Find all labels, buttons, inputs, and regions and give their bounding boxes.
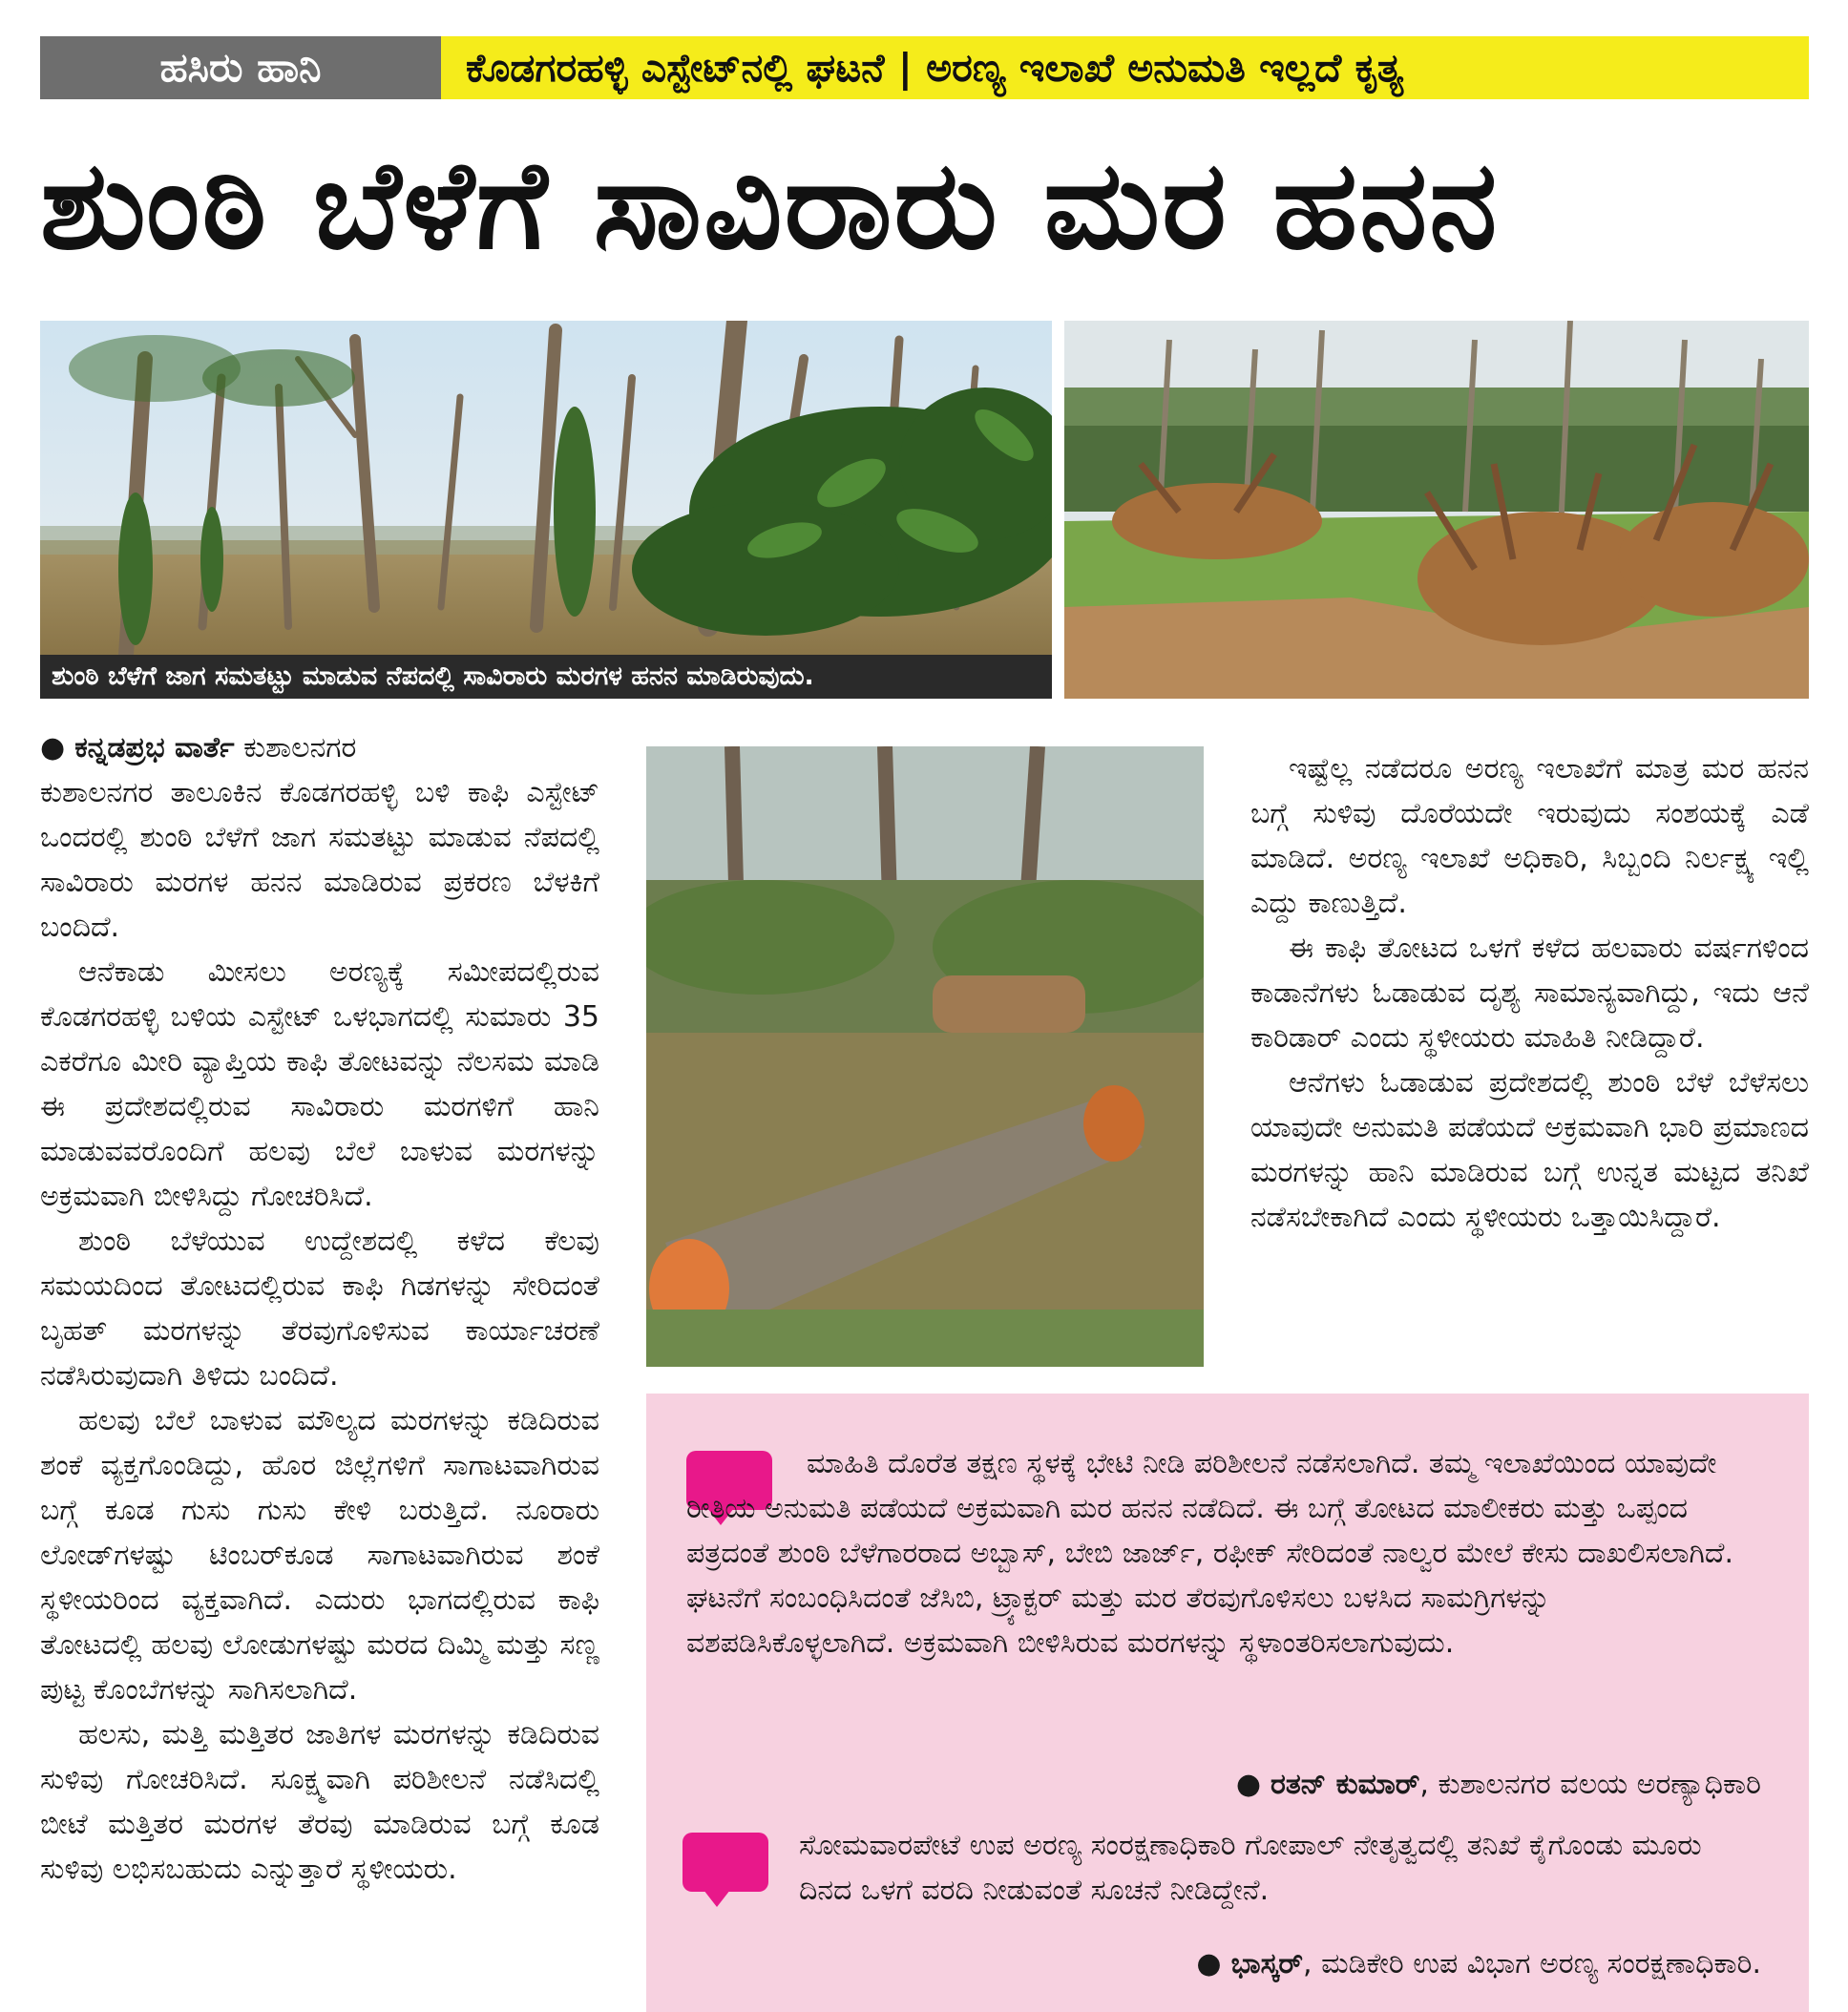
quote-author-role-1: , ಕುಶಾಲನಗರ ವಲಯ ಅರಣ್ಯಾಧಿಕಾರಿ [1419, 1768, 1761, 1801]
quote-text-1: ಮಾಹಿತಿ ದೊರೆತ ತಕ್ಷಣ ಸ್ಥಳಕ್ಕೆ ಭೇಟಿ ನೀಡಿ ಪರಿಶೀಲನೆ ನಡೆಸಲಾಗಿದೆ. ತಮ್ಮ ಇಲಾಖೆಯಿಂದ ಯಾವುದೇ ರೀತಿಯ ಅನುಮತಿ ಪಡೆಯದೆ ಅಕ್ರಮವಾಗಿ ಮರ ಹನನ ನಡೆದಿದೆ. ಈ ಬಗ್ಗೆ ತೋಟದ ಮಾಲೀಕರು ಮತ್ತು ಒಪ್ಪಂದ ಪತ್ರದಂತೆ ಶುಂಠಿ ಬೆಳೆಗಾರರಾದ ಅಬ್ಬಾಸ್, ಬೇಬಿ ಜಾರ್ಜ್, ರಫೀಕ್ ಸೇರಿದಂತೆ ನಾಲ್ವರ ಮೇಲೆ ಕೇಸು ದಾಖಲಿಸಲಾಗಿದೆ. ಘಟನೆಗೆ ಸಂಬಂಧಿಸಿದಂತೆ ಜೆಸಿಬಿ, ಟ್ರ್ಯಾಕ್ಟರ್ ಮತ್ತು ಮರ ತೆರವುಗೊಳಿಸಲು ಬಳಸಿದ ಸಾಮಗ್ರಿಗಳನ್ನು ವಶಪಡಿಸಿಕೊಳ್ಳಲಾಗಿದೆ. ಅಕ್ರಮವಾಗಿ ಬೀಳಿಸಿರುವ ಮರಗಳನ್ನು ಸ್ಥಳಾಂತರಿಸಲಾಗುವುದು. [686, 1447, 1734, 1660]
kicker-bar [40, 36, 1809, 99]
quote-author-role-2: , ಮಡಿಕೇರಿ ಉಪ ವಿಭಾಗ ಅರಣ್ಯ ಸಂರಕ್ಷಣಾಧಿಕಾರಿ. [1303, 1947, 1761, 1981]
quote-author-2: ಭಾಸ್ಕರ್ [1230, 1947, 1304, 1981]
bullet-icon: ● [40, 731, 66, 765]
left-column [40, 725, 599, 2012]
subheadline: ಕೊಡಗರಹಳ್ಳಿ ಎಸ್ಟೇಟ್‌ನಲ್ಲಿ ಘಟನೆ | ಅರಣ್ಯ ಇಲಾಖೆ ಅನುಮತಿ ಇಲ್ಲದೆ ಕೃತ್ಯ [441, 36, 1809, 99]
bullet-icon: ● [1235, 1768, 1262, 1801]
speech-bubble-icon [682, 1833, 768, 1892]
byline-source: ಕನ್ನಡಪ್ರಭ ವಾರ್ತೆ [74, 731, 235, 765]
photo-uprooted-stumps [1064, 321, 1809, 699]
headline: ಶುಂಠಿ ಬೆಳೆಗೆ ಸಾವಿರಾರು ಮರ ಹನನ [40, 135, 1500, 277]
quote-attribution-1 [1236, 1768, 1761, 1801]
quote-attribution-2 [1196, 1947, 1761, 1981]
photo-felled-log [646, 746, 1204, 1367]
paragraph: ಕುಶಾಲನಗರ ತಾಲೂಕಿನ ಕೊಡಗರಹಳ್ಳಿ ಬಳಿ ಕಾಫಿ ಎಸ್ಟೇಟ್ ಒಂದರಲ್ಲಿ ಶುಂಠಿ ಬೆಳೆಗೆ ಜಾಗ ಸಮತಟ್ಟು ಮಾಡುವ ನೆಪದಲ್ಲಿ ಸಾವಿರಾರು ಮರಗಳ ಹನನ ಮಾಡಿರುವ ಪ್ರಕರಣ ಬೆಳಕಿಗೆ ಬಂದಿದೆ. [40, 776, 599, 944]
right-column [1250, 746, 1809, 1376]
paragraph: ಆನೆಕಾಡು ಮೀಸಲು ಅರಣ್ಯಕ್ಕೆ ಸಮೀಪದಲ್ಲಿರುವ ಕೊಡಗರಹಳ್ಳಿ ಬಳಿಯ ಎಸ್ಟೇಟ್ ಒಳಭಾಗದಲ್ಲಿ ಸುಮಾರು 35 ಎಕರೆಗೂ ಮೀರಿ ವ್ಯಾಪ್ತಿಯ ಕಾಫಿ ತೋಟವನ್ನು ನೆಲಸಮ ಮಾಡಿ ಈ ಪ್ರದೇಶದಲ್ಲಿರುವ ಸಾವಿರಾರು ಮರಗಳಿಗೆ ಹಾನಿ ಮಾಡುವವರೊಂದಿಗೆ ಹಲವು ಬೆಲೆ ಬಾಳುವ ಮರಗಳನ್ನು ಅಕ್ರಮವಾಗಿ ಬೀಳಿಸಿದ್ದು ಗೋಚರಿಸಿದೆ. [40, 955, 599, 1213]
paragraph: ಹಲಸು, ಮತ್ತಿ ಮತ್ತಿತರ ಜಾತಿಗಳ ಮರಗಳನ್ನು ಕಡಿದಿರುವ ಸುಳಿವು ಗೋಚರಿಸಿದೆ. ಸೂಕ್ಷ್ಮವಾಗಿ ಪರಿಶೀಲನೆ ನಡೆಸಿದಲ್ಲಿ ಬೀಟೆ ಮತ್ತಿತರ ಮರಗಳ ತೆರವು ಮಾಡಿರುವ ಬಗ್ಗೆ ಕೂಡ ಸುಳಿವು ಲಭಿಸಬಹುದು ಎನ್ನುತ್ತಾರೆ ಸ್ಥಳೀಯರು. [40, 1718, 599, 1886]
photo-caption: ಶುಂಠಿ ಬೆಳೆಗೆ ಜಾಗ ಸಮತಟ್ಟು ಮಾಡುವ ನೆಪದಲ್ಲಿ ಸಾವಿರಾರು ಮರಗಳ ಹನನ ಮಾಡಿರುವುದು. [40, 655, 1052, 699]
bullet-icon: ● [1196, 1947, 1222, 1981]
paragraph: ಇಷ್ಟೆಲ್ಲ ನಡೆದರೂ ಅರಣ್ಯ ಇಲಾಖೆಗೆ ಮಾತ್ರ ಮರ ಹನನ ಬಗ್ಗೆ ಸುಳಿವು ದೊರೆಯದೇ ಇರುವುದು ಸಂಶಯಕ್ಕೆ ಎಡೆ ಮಾಡಿದೆ. ಅರಣ್ಯ ಇಲಾಖೆ ಅಧಿಕಾರಿ, ಸಿಬ್ಬಂದಿ ನಿರ್ಲಕ್ಷ್ಯ ಇಲ್ಲಿ ಎದ್ದು ಕಾಣುತ್ತಿದೆ. [1250, 752, 1809, 920]
quote-author-1: ರತನ್ ಕುಮಾರ್ [1270, 1768, 1420, 1801]
official-quotes-box [646, 1394, 1809, 2012]
byline-place: ಕುಶಾಲನಗರ [243, 731, 357, 765]
paragraph: ಆನೆಗಳು ಓಡಾಡುವ ಪ್ರದೇಶದಲ್ಲಿ ಶುಂಠಿ ಬೆಳೆ ಬೆಳೆಸಲು ಯಾವುದೇ ಅನುಮತಿ ಪಡೆಯದೆ ಅಕ್ರಮವಾಗಿ ಭಾರಿ ಪ್ರಮಾಣದ ಮರಗಳನ್ನು ಹಾನಿ ಮಾಡಿರುವ ಬಗ್ಗೆ ಉನ್ನತ ಮಟ್ಟದ ತನಿಖೆ ನಡೆಸಬೇಕಾಗಿದೆ ಎಂದು ಸ್ಥಳೀಯರು ಒತ್ತಾಯಿಸಿದ್ದಾರೆ. [1250, 1066, 1809, 1234]
paragraph: ಹಲವು ಬೆಲೆ ಬಾಳುವ ಮೌಲ್ಯದ ಮರಗಳನ್ನು ಕಡಿದಿರುವ ಶಂಕೆ ವ್ಯಕ್ತಗೊಂಡಿದ್ದು, ಹೊರ ಜಿಲ್ಲೆಗಳಿಗೆ ಸಾಗಾಟವಾಗಿರುವ ಬಗ್ಗೆ ಕೂಡ ಗುಸು ಗುಸು ಕೇಳಿ ಬರುತ್ತಿದೆ. ನೂರಾರು ಲೋಡ್‌ಗಳಷ್ಟು ಟಿಂಬರ್‌ಕೂಡ ಸಾಗಾಟವಾಗಿರುವ ಶಂಕೆ ಸ್ಥಳೀಯರಿಂದ ವ್ಯಕ್ತವಾಗಿದೆ. ಎದುರು ಭಾಗದಲ್ಲಿರುವ ಕಾಫಿ ತೋಟದಲ್ಲಿ ಹಲವು ಲೋಡುಗಳಷ್ಟು ಮರದ ದಿಮ್ಮಿ ಮತ್ತು ಸಣ್ಣ ಪುಟ್ಟ ಕೊಂಬೆಗಳನ್ನು ಸಾಗಿಸಲಾಗಿದೆ. [40, 1404, 599, 1707]
section-kicker: ಹಸಿರು ಹಾನಿ [40, 36, 441, 99]
photo-estate-trees [40, 321, 1052, 655]
byline [40, 725, 599, 770]
paragraph: ಶುಂಠಿ ಬೆಳೆಯುವ ಉದ್ದೇಶದಲ್ಲಿ ಕಳೆದ ಕೆಲವು ಸಮಯದಿಂದ ತೋಟದಲ್ಲಿರುವ ಕಾಫಿ ಗಿಡಗಳನ್ನು ಸೇರಿದಂತೆ ಬೃಹತ್ ಮರಗಳನ್ನು ತೆರವುಗೊಳಿಸುವ ಕಾರ್ಯಾಚರಣೆ ನಡೆಸಿರುವುದಾಗಿ ತಿಳಿದು ಬಂದಿದೆ. [40, 1225, 599, 1393]
paragraph: ಈ ಕಾಫಿ ತೋಟದ ಒಳಗೆ ಕಳೆದ ಹಲವಾರು ವರ್ಷಗಳಿಂದ ಕಾಡಾನೆಗಳು ಓಡಾಡುವ ದೃಶ್ಯ ಸಾಮಾನ್ಯವಾಗಿದ್ದು, ಇದು ಆನೆ ಕಾರಿಡಾರ್ ಎಂದು ಸ್ಥಳೀಯರು ಮಾಹಿತಿ ನೀಡಿದ್ದಾರೆ. [1250, 932, 1809, 1055]
quote-text-2: ಸೋಮವಾರಪೇಟೆ ಉಪ ಅರಣ್ಯ ಸಂರಕ್ಷಣಾಧಿಕಾರಿ ಗೋಪಾಲ್ ನೇತೃತ್ವದಲ್ಲಿ ತನಿಖೆ ಕೈಗೊಂಡು ಮೂರು ದಿನದ ಒಳಗೆ ವರದಿ ನೀಡುವಂತೆ ಸೂಚನೆ ನೀಡಿದ್ದೇನೆ. [799, 1829, 1702, 1907]
